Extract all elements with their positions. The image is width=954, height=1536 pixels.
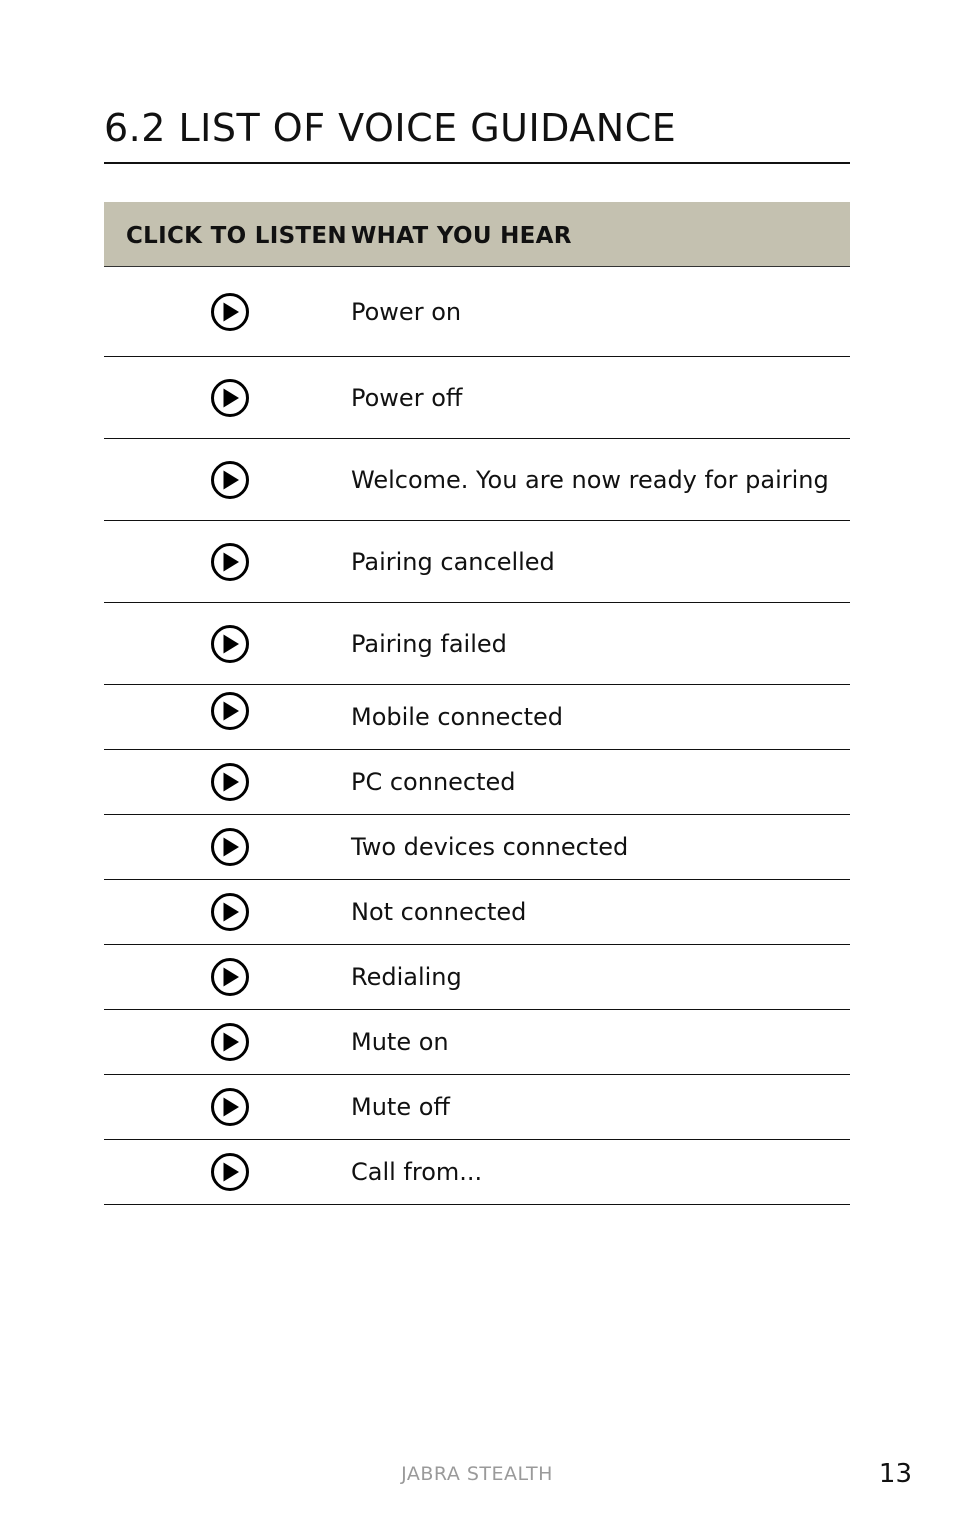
table-row [104,750,850,815]
table-row [104,815,850,880]
play-icon[interactable] [210,827,250,867]
play-icon[interactable] [210,542,250,582]
play-icon[interactable] [210,892,250,932]
voice-prompt-label: Mobile connected [351,703,564,731]
page-title: 6.2 LIST OF VOICE GUIDANCE [104,106,677,150]
voice-prompt-label: Power off [351,383,463,412]
table-row [104,521,850,603]
page-number: 13 [878,1459,912,1489]
play-icon[interactable] [210,624,250,664]
voice-prompt-label: Redialing [351,963,462,991]
table-row [104,603,850,685]
footer-brand: JABRA STEALTH [401,1463,553,1485]
header-click-to-listen: CLICK TO LISTEN [126,223,347,249]
table-row [104,267,850,357]
table-row [104,1075,850,1140]
voice-prompt-label: Mute on [351,1028,449,1056]
voice-guidance-table [104,202,850,1205]
table-header [104,202,850,267]
play-icon[interactable] [210,1087,250,1127]
voice-prompt-label: Pairing failed [351,629,507,658]
title-divider [104,162,850,164]
table-row [104,1140,850,1205]
table-row [104,945,850,1010]
voice-prompt-label: Welcome. You are now ready for pairing [351,465,829,494]
play-icon[interactable] [210,691,250,731]
table-row [104,439,850,521]
voice-prompt-label: PC connected [351,768,516,796]
header-what-you-hear: WHAT YOU HEAR [351,223,572,249]
play-icon[interactable] [210,1022,250,1062]
table-row [104,357,850,439]
voice-prompt-label: Power on [351,297,462,326]
table-row [104,880,850,945]
play-icon[interactable] [210,292,250,332]
table-row [104,1010,850,1075]
table-row [104,685,850,750]
voice-prompt-label: Not connected [351,898,527,926]
play-icon[interactable] [210,762,250,802]
play-icon[interactable] [210,1152,250,1192]
play-icon[interactable] [210,378,250,418]
play-icon[interactable] [210,460,250,500]
voice-prompt-label: Two devices connected [351,833,629,861]
voice-prompt-label: Pairing cancelled [351,547,555,576]
play-icon[interactable] [210,957,250,997]
voice-prompt-label: Call from... [351,1158,483,1186]
voice-prompt-label: Mute off [351,1093,450,1121]
